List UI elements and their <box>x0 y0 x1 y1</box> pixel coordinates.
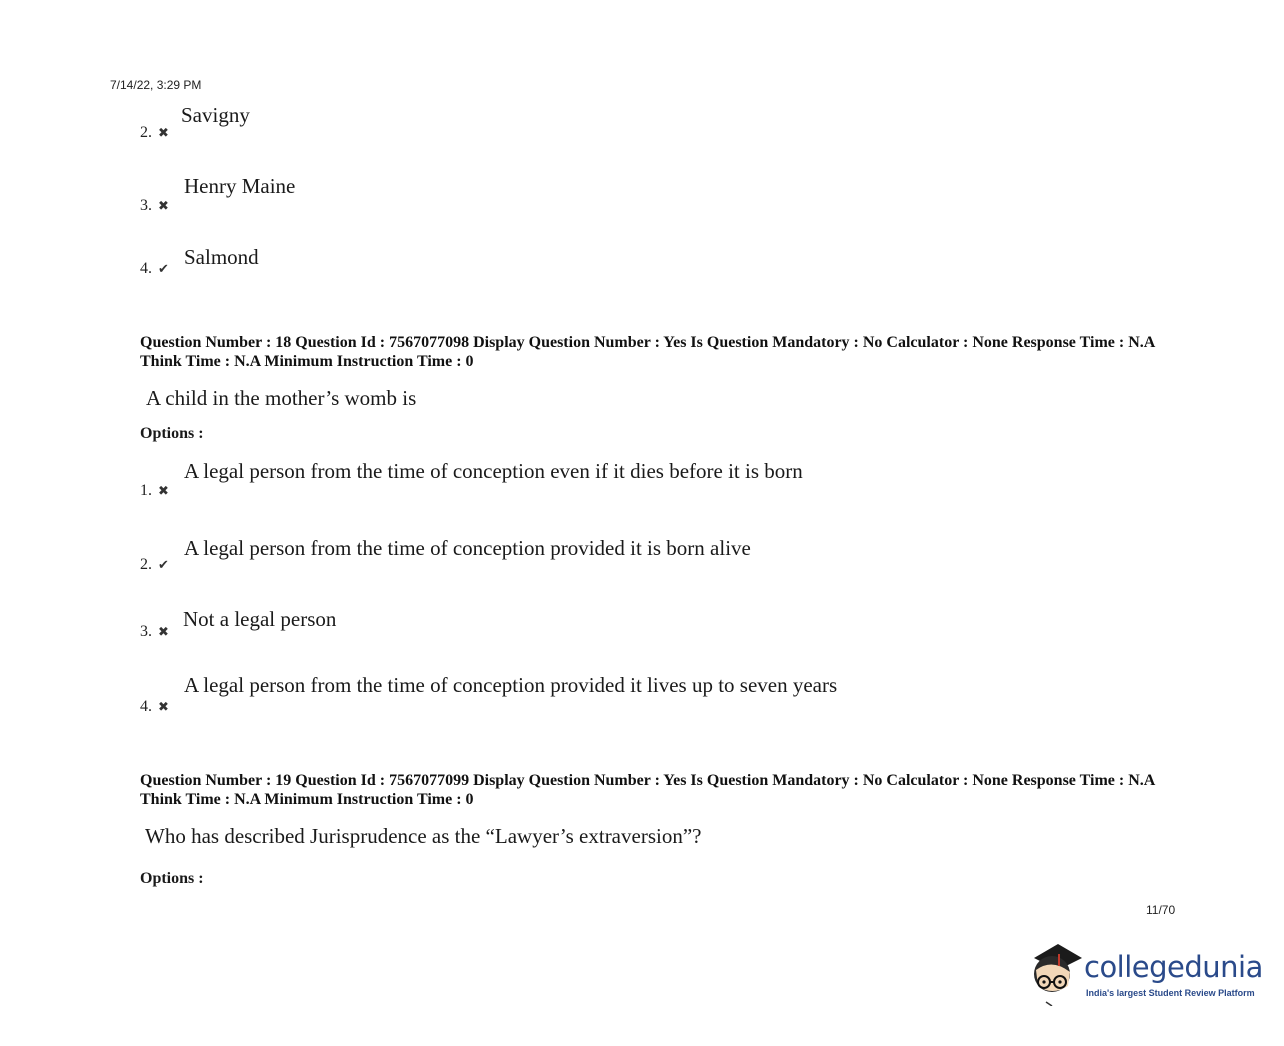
option-number: 2. ✔ <box>140 556 169 573</box>
options-label: Options : <box>140 870 204 887</box>
option-number: 4. ✖ <box>140 698 169 715</box>
logo-wordmark: collegedunia <box>1084 950 1263 984</box>
option-number: 2. ✖ <box>140 124 169 141</box>
options-label: Options : <box>140 425 204 442</box>
page-number: 11/70 <box>1146 903 1176 917</box>
question-text: Who has described Jurisprudence as the “Lawyer’s extraversion”? <box>145 824 702 848</box>
student-mascot-icon <box>1024 940 1084 1006</box>
logo-tagline: India's largest Student Review Platform <box>1086 988 1255 998</box>
option-number: 3. ✖ <box>140 623 169 640</box>
question-text: A child in the mother’s womb is <box>146 386 417 410</box>
option-text: Savigny <box>181 103 250 127</box>
option-text: A legal person from the time of conception provided it is born alive <box>184 536 751 560</box>
wrong-mark-icon: ✖ <box>158 125 169 140</box>
question-meta: Question Number : 18 Question Id : 7567077098 Display Question Number : Yes Is Question Mandatory : No Calculator : None Response Time : N.A Think Time : N.A Minimum Instruction Time : 0 <box>140 334 1155 370</box>
option-text: A legal person from the time of conception provided it lives up to seven years <box>184 673 838 697</box>
wrong-mark-icon: ✖ <box>158 198 169 213</box>
print-timestamp: 7/14/22, 3:29 PM <box>110 78 202 92</box>
option-text: A legal person from the time of conception even if it dies before it is born <box>184 459 803 483</box>
wrong-mark-icon: ✖ <box>158 483 169 498</box>
option-number: 4. ✔ <box>140 260 169 277</box>
option-text: Not a legal person <box>183 607 337 631</box>
wrong-mark-icon: ✖ <box>158 699 169 714</box>
option-text: Henry Maine <box>184 174 296 198</box>
correct-mark-icon: ✔ <box>158 557 169 572</box>
option-number: 3. ✖ <box>140 197 169 214</box>
option-text: Salmond <box>184 245 259 269</box>
question-meta: Question Number : 19 Question Id : 7567077099 Display Question Number : Yes Is Question Mandatory : No Calculator : None Response Time : N.A Think Time : N.A Minimum Instruction Time : 0 <box>140 772 1155 808</box>
wrong-mark-icon: ✖ <box>158 624 169 639</box>
option-number: 1. ✖ <box>140 482 169 499</box>
correct-mark-icon: ✔ <box>158 261 169 276</box>
